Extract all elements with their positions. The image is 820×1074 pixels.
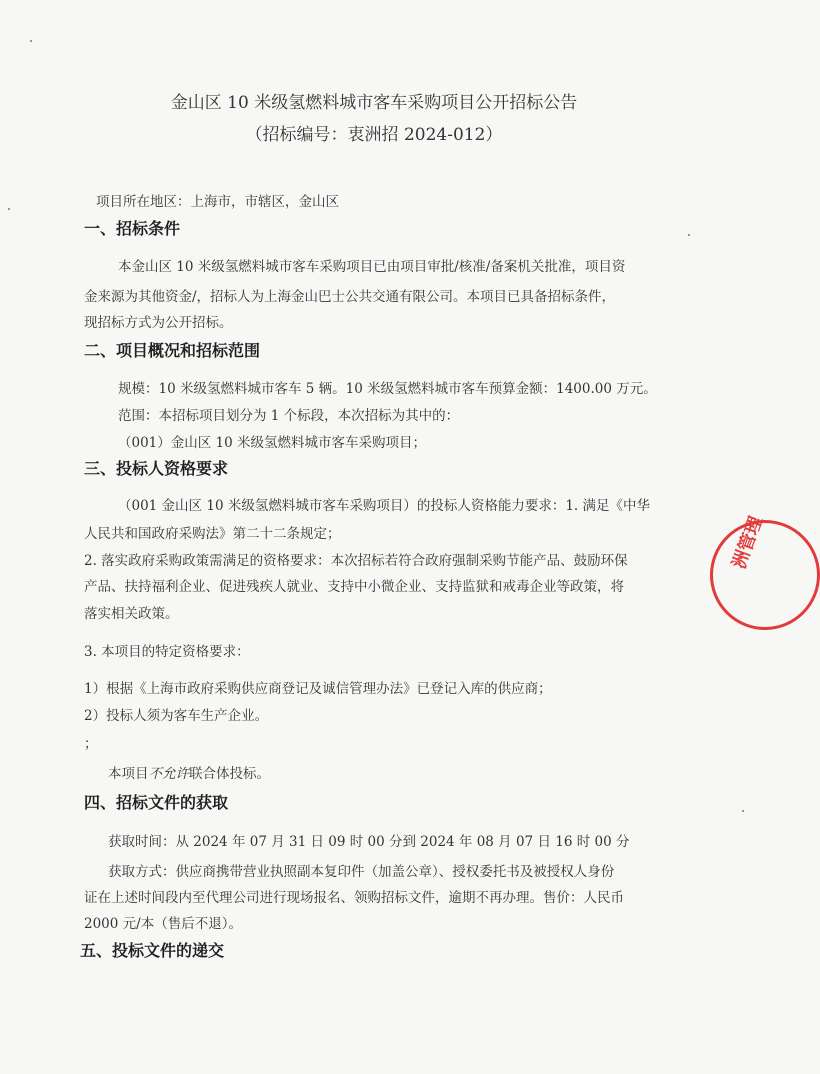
scan-speck	[742, 810, 744, 812]
joint-bidding-note	[108, 762, 270, 782]
red-seal-stamp-text: 洲管理	[728, 513, 767, 572]
section-4-method: 2000 元/本（售后不退）。	[84, 916, 242, 932]
section-4-heading: 四、招标文件的获取	[84, 793, 229, 812]
section-3-paragraph: 产品、扶持福利企业、促进残疾人就业、支持中小微企业、支持监狱和戒毒企业等政策，将	[84, 579, 624, 595]
section-2-heading: 二、项目概况和招标范围	[84, 341, 261, 360]
scan-speck	[30, 40, 32, 42]
joint-bidding-suffix: 联合体投标。	[189, 766, 270, 782]
section-2-lot: （001）金山区 10 米级氢燃料城市客车采购项目；	[118, 435, 427, 451]
section-3-paragraph: 人民共和国政府采购法》第二十二条规定；	[84, 526, 341, 542]
section-3-paragraph: 3. 本项目的特定资格要求：	[84, 644, 250, 660]
section-3-paragraph: 1）根据《上海市政府采购供应商登记及诚信管理办法》已登记入库的供应商；	[84, 681, 552, 697]
section-3-paragraph: 2）投标人须为客车生产企业。	[84, 708, 269, 724]
joint-bidding-emphasis: 不允许	[148, 766, 189, 782]
red-seal-stamp	[710, 513, 820, 630]
section-4-time: 获取时间：从 2024 年 07 月 31 日 09 时 00 分到 2024 年 08 月 07 日 16 时 00 分	[108, 834, 630, 850]
section-4-method: 获取方式：供应商携带营业执照副本复印件（加盖公章）、授权委托书及被授权人身份	[108, 864, 615, 880]
joint-bidding-prefix: 本项目	[108, 766, 149, 782]
section-5-heading: 五、投标文件的递交	[80, 941, 225, 960]
section-1-paragraph: 现招标方式为公开招标。	[84, 315, 233, 331]
project-location: 项目所在地区：上海市，市辖区，金山区	[96, 194, 339, 210]
section-2-scale: 规模：10 米级氢燃料城市客车 5 辆。10 米级氢燃料城市客车预算金额：1400.00 万元。	[118, 381, 657, 397]
scan-speck	[688, 234, 690, 236]
page-title: 金山区 10 米级氢燃料城市客车采购项目公开招标公告	[170, 93, 578, 113]
tender-number: （招标编号：衷洲招 2024-012）	[245, 125, 503, 145]
section-3-paragraph: ；	[84, 736, 98, 752]
section-4-method: 证在上述时间段内至代理公司进行现场报名、领购招标文件，逾期不再办理。售价：人民币	[84, 890, 624, 906]
section-2-range: 范围：本招标项目划分为 1 个标段，本次招标为其中的：	[118, 408, 460, 424]
section-1-paragraph: 本金山区 10 米级氢燃料城市客车采购项目已由项目审批/核准/备案机关批准，项目资	[118, 259, 626, 275]
section-1-heading: 一、招标条件	[84, 219, 181, 238]
section-3-paragraph: 2. 落实政府采购政策需满足的资格要求：本次招标若符合政府强制采购节能产品、鼓励环保	[84, 553, 628, 569]
section-1-paragraph: 金来源为其他资金/，招标人为上海金山巴士公共交通有限公司。本项目已具备招标条件，	[84, 289, 616, 305]
section-3-paragraph: （001 金山区 10 米级氢燃料城市客车采购项目）的投标人资格能力要求：1. 满足《中华	[118, 498, 650, 514]
section-3-heading: 三、投标人资格要求	[84, 459, 229, 478]
section-3-paragraph: 落实相关政策。	[84, 606, 179, 622]
scan-speck	[8, 208, 10, 210]
